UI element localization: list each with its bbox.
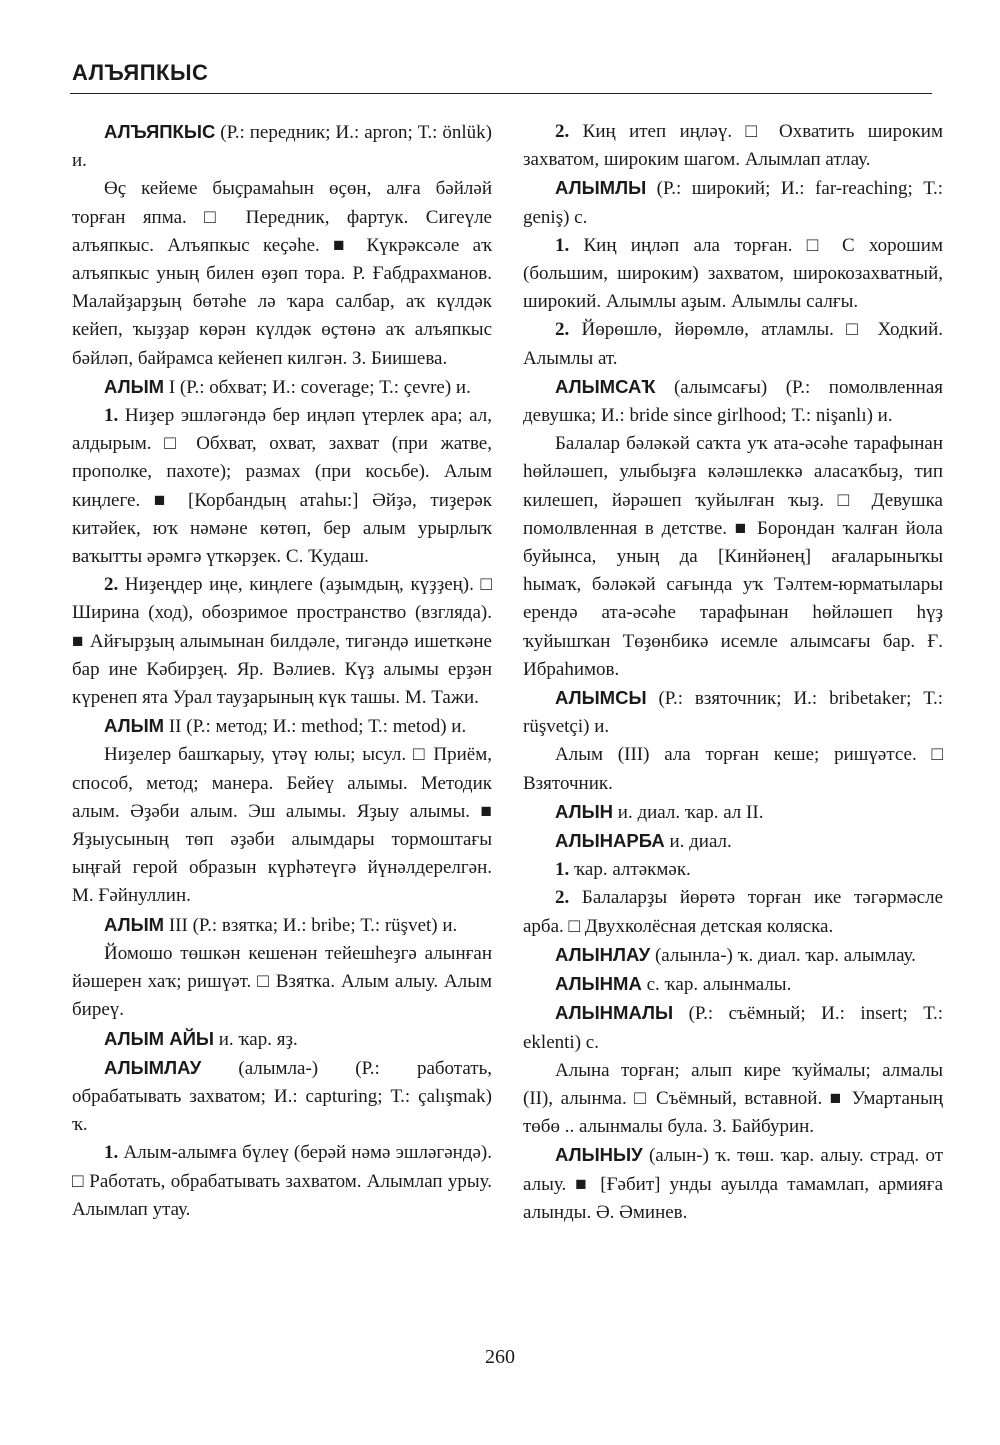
definition-paragraph: Өҫ кейеме быҫрамаһын өҫөн, алға бәйләй торған япма. □ Передник, фартук. Сигеүле алъяпкыс. Алъяпкыс кеҫәһе. ■ Күкрәксәле аҡ алъяпкыс уның билен өҙөп тора. Р. Ғабдрахманов. Малайҙарҙың бөтәһе лә ҡара салбар, аҡ күлдәк кейеп, ҡыҙҙар көрән күлдәк өҫтөнә аҡ алъяпкыс бәйләп, байрамса кейенеп килгән. З. Биишева. xyxy=(72,178,492,369)
definition-paragraph: 1. Алым-алымға бүлеү (берәй нәмә эшләгәндә). □ Работать, обрабатывать захватом. Алымлап урыу. Алымлап утау. xyxy=(72,1142,492,1220)
headword: АЛЫМ xyxy=(104,913,165,935)
page-number: 260 xyxy=(485,1346,515,1368)
headword: АЛЫНЫУ xyxy=(555,1144,643,1166)
sense-number: 2. xyxy=(555,121,570,142)
dictionary-entry: АЛЫМ III (Р.: взятка; И.: bribe; Т.: rüşvet) и. xyxy=(104,913,458,936)
right-column xyxy=(523,118,943,1227)
dictionary-entry: АЛЫНЫУ (алын-) ҡ. төш. ҡар. алыу. страд. от алыу. ■ [Ғәбит] унды ауылда тамамлап, армияға алынды. Ә. Әминев. xyxy=(523,1144,943,1223)
headword: АЛЫМЛЫ xyxy=(555,177,647,199)
dictionary-entry: АЛЪЯПКЫС (Р.: передник; И.: apron; Т.: önlük) и. xyxy=(72,121,492,172)
sense-number: 2. xyxy=(555,319,570,341)
definition-paragraph: Ниҙелер башҡарыу, үтәү юлы; ысул. □ Приём, способ, метод; манера. Бейеү алымы. Методик алым. Әҙәби алым. Эш алымы. Яҙыу алымы. ■ Яҙыусының төп әҙәби алымдары тормоштағы ыңғай герой образын күрһәтеүгә йүнәлдерелгән. М. Ғәйнуллин. xyxy=(72,744,492,907)
sense-number: 1. xyxy=(104,405,119,427)
headword: АЛЫНМА xyxy=(555,973,642,995)
dictionary-entry: АЛЫМЛАУ (алымла-) (Р.: работать, обрабатывать захватом; И.: capturing; Т.: çalışmak) ҡ. xyxy=(72,1056,492,1136)
dictionary-entry: АЛЫМ АЙЫ и. ҡар. яҙ. xyxy=(104,1027,298,1050)
headword: АЛЫМ xyxy=(104,715,165,737)
dictionary-entry: АЛЫМ I (Р.: обхват; И.: coverage; Т.: çevre) и. xyxy=(104,375,471,398)
left-column xyxy=(72,118,492,1224)
definition-paragraph: 1. Ниҙер эшләгәндә бер иңләп үтерлек ара; ал, алдырым. □ Обхват, охват, захват (при жатве, прополке, пахоте); размах (при косьбе). Алым киңлеге. ■ [Корбандың атаһы:] Әйҙә, тиҙерәк китәйек, юҡ нәмәне көтөп, бер алым урырлыҡ ваҡытты әрәмгә үткәрҙек. С. Ҡудаш. xyxy=(72,405,492,568)
running-head: АЛЪЯПКЫС xyxy=(72,60,209,85)
headword: АЛЫМ АЙЫ xyxy=(104,1027,214,1049)
dictionary-entry: АЛЫМСЫ (Р.: взяточник; И.: bribetaker; Т.: rüşvetçi) и. xyxy=(523,687,943,738)
dictionary-entry: АЛЫМЛЫ (Р.: широкий; И.: far-reaching; Т.: geniş) с. xyxy=(523,177,943,228)
headword: АЛЫН xyxy=(555,800,614,822)
definition-paragraph: 2. Ниҙеңдер иңе, киңлеге (аҙымдың, күҙҙең). □ Ширина (ход), обозримое пространство (взгляда). ■ Айғырҙың алымынан билдәле, тигәндә ишеткәне бар ине Кәбирҙең. Яр. Вәлиев. Күҙ алымы ерҙән күренеп ята Урал тауҙарының күк ташы. М. Тажи. xyxy=(72,574,492,709)
sense-number: 2. xyxy=(104,574,119,596)
sense-number: 1. xyxy=(555,859,570,881)
sense-number: 2. xyxy=(555,887,570,909)
header-rule xyxy=(70,93,932,94)
headword: АЛЫМСАҠ xyxy=(555,375,656,397)
definition-paragraph: 2. Йөрөшлө, йөрөмлө, атламлы. □ Ходкий. Алымлы ат. xyxy=(523,319,943,369)
definition-paragraph: Алым (III) ала торған кеше; ришүәтсе. □ Взяточник. xyxy=(523,744,943,794)
dictionary-entry: АЛЫНЛАУ (алынла-) ҡ. диал. ҡар. алымлау. xyxy=(555,943,916,966)
headword: АЛЫНМАЛЫ xyxy=(555,1002,674,1024)
dictionary-entry: АЛЫНМАЛЫ (Р.: съёмный; И.: insert; Т.: eklenti) с. xyxy=(523,1002,943,1053)
headword: АЛЪЯПКЫС xyxy=(104,121,216,142)
sense-number: 1. xyxy=(555,234,570,256)
dictionary-entry: АЛЫНМА с. ҡар. алынмалы. xyxy=(555,973,792,996)
definition-paragraph: Балалар бәләкәй саҡта уҡ ата-әсәһе тарафынан һөйләшеп, улыбыҙға кәләшлеккә аласаҡбыҙ, тип килешеп, йәрәшеп ҡуйылған ҡыҙ. □ Девушка помолвленная в детстве. ■ Борондан ҡалған йола буйынса, уның да [Кинйәнең] ағаларыныҡы һымаҡ, бәләкәй сағында уҡ Тәлтем-юрматылары ерендә ата-әсәһе тарафынан һөйләшеп һүҙ ҡуйышҡан Төҙөнбикә исемле алымсағы бар. Ғ. Ибраһимов. xyxy=(523,433,943,680)
headword: АЛЫМСЫ xyxy=(555,687,647,709)
dictionary-entry: АЛЫМСАҠ (алымсағы) (Р.: помолвленная девушка; И.: bride since girlhood; Т.: nişanlı) и. xyxy=(523,375,943,427)
headword: АЛЫНЛАУ xyxy=(555,943,651,965)
definition-paragraph: Йомошо төшкән кешенән тейешһеҙгә алынған йәшерен хаҡ; ришүәт. □ Взятка. Алым алыу. Алым биреү. xyxy=(72,942,492,1021)
headword: АЛЫНАРБА xyxy=(555,830,665,852)
headword: АЛЫМЛАУ xyxy=(104,1056,202,1078)
dictionary-entry: АЛЫМ II (Р.: метод; И.: method; Т.: metod) и. xyxy=(104,715,467,738)
sense-number: 1. xyxy=(104,1142,119,1164)
dictionary-entry: АЛЫНАРБА и. диал. xyxy=(555,830,732,853)
definition-paragraph: 2. Киң итеп иңләү. □ Охватить широким захватом, широким шагом. Алымлап атлау. xyxy=(523,121,943,171)
definition-paragraph: Алына торған; алып кире ҡуймалы; алмалы (II), алынма. □ Съёмный, вставной. ■ Умартаның төбө .. алынмалы була. З. Байбурин. xyxy=(523,1059,943,1138)
definition-paragraph: 1. ҡар. алтәкмәк. xyxy=(555,859,691,881)
definition-paragraph: 2. Балаларҙы йөрөтә торған ике тәгәрмәсле арба. □ Двухколёсная детская коляска. xyxy=(523,887,943,937)
headword: АЛЫМ xyxy=(104,375,165,397)
definition-paragraph: 1. Киң иңләп ала торған. □ С хорошим (большим, широким) захватом, широкозахватный, широкий. Алымлы аҙым. Алымлы салғы. xyxy=(523,234,943,313)
dictionary-entry: АЛЫН и. диал. ҡар. ал II. xyxy=(555,800,764,823)
